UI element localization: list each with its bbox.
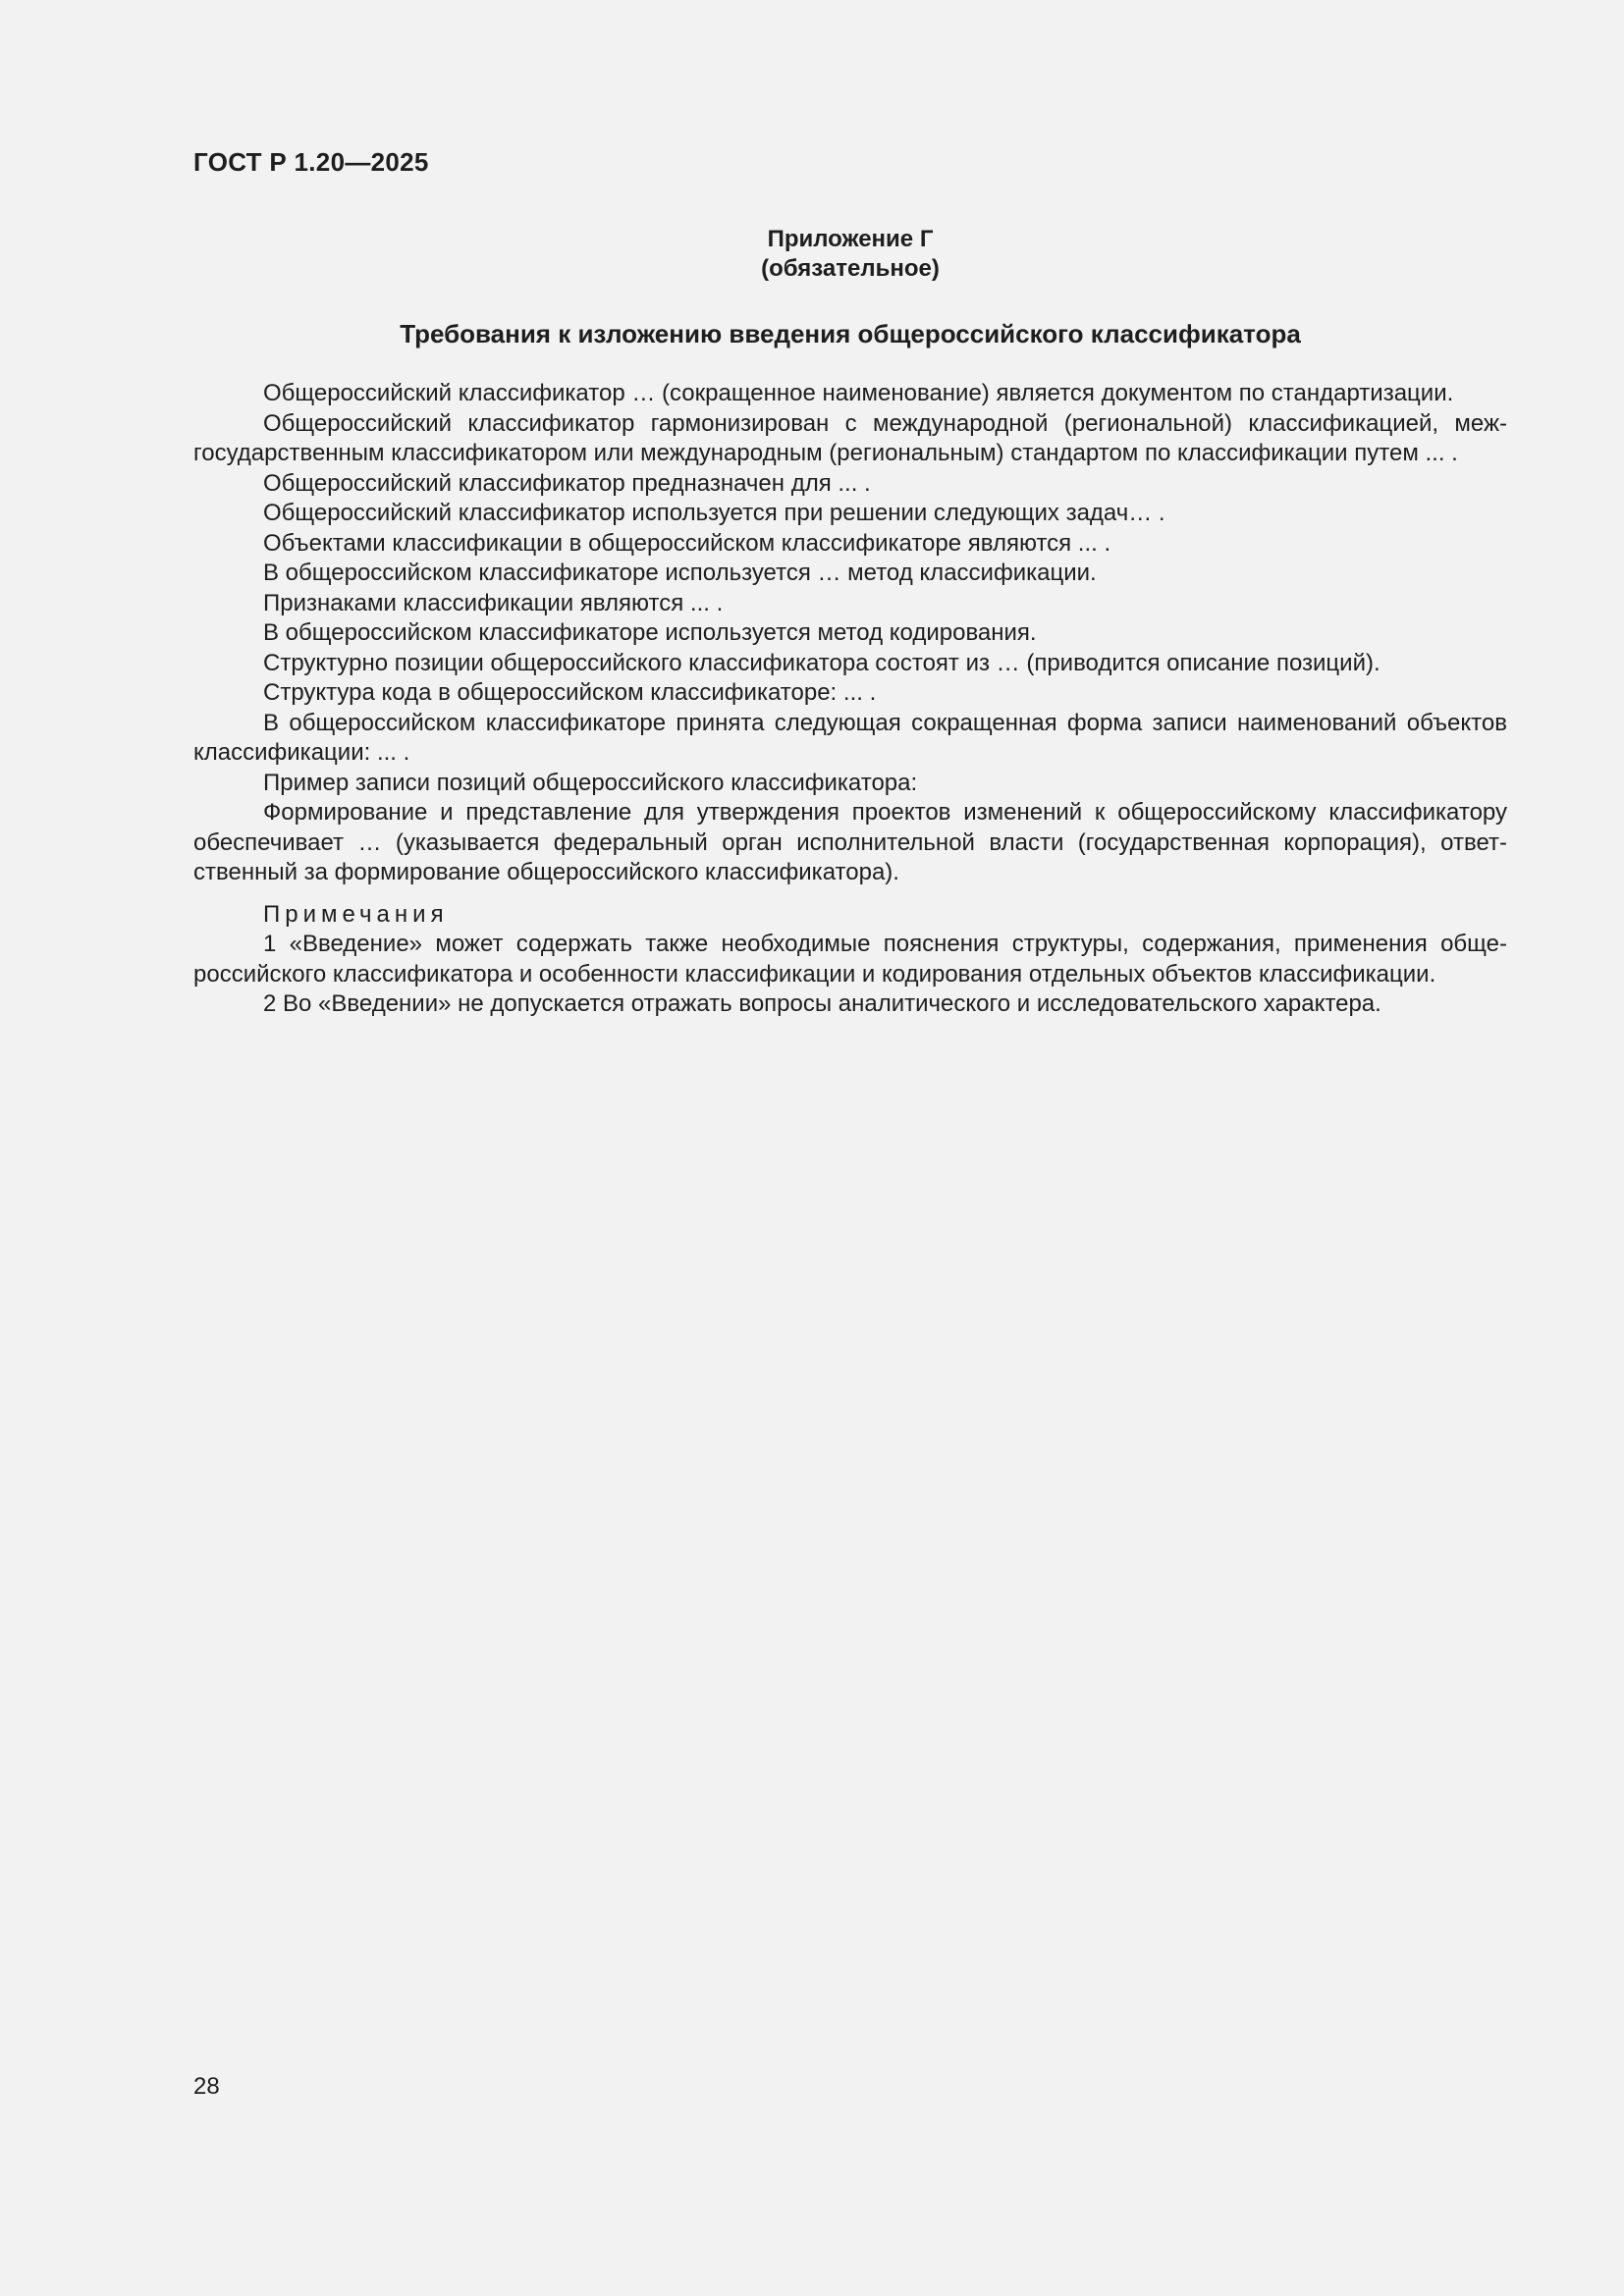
notes-label: Примечания <box>263 900 449 928</box>
paragraph: Пример записи позиций общероссийского классификатора: <box>263 769 918 796</box>
section-heading: Требования к изложению введения общероссийского классификатора <box>400 319 1301 348</box>
paragraph: Структурно позиции общероссийского классификатора состоят из … (приводится описание позиций). <box>263 649 1380 676</box>
body-text <box>193 379 1507 1020</box>
note-item: 2 Во «Введении» не допускается отражать вопросы аналитического и исследовательского характера. <box>263 990 1381 1017</box>
paragraph: В общероссийском классификаторе используется … метод классификации. <box>263 560 1097 586</box>
document-code: ГОСТ Р 1.20—2025 <box>193 147 429 177</box>
paragraph: В общероссийском классификаторе принята следующая сокращенная форма записи наименований объектов классификации: ... . <box>193 709 1507 766</box>
paragraph: Общероссийский классификатор гармонизирован с международной (региональной) классификацией, межгосударственным классификатором или международным (региональным) стандартом по классификации путем ... . <box>193 409 1507 466</box>
note-item: 1 «Введение» может содержать также необходимые пояснения структуры, содержания, применения общероссийского классификатора и особенности классификации и кодирования отдельных объектов классификации. <box>193 931 1507 988</box>
paragraph: Общероссийский классификатор используется при решении следующих задач… . <box>263 500 1165 526</box>
paragraph: В общероссийском классификаторе используется метод кодирования. <box>263 619 1037 646</box>
paragraph: Общероссийский классификатор предназначен для ... . <box>263 469 871 497</box>
appendix-title: Приложение Г <box>767 226 934 252</box>
paragraph: Признаками классификации являются ... . <box>263 589 724 616</box>
paragraph: Объектами классификации в общероссийском классификаторе являются ... . <box>263 529 1111 557</box>
paragraph: Общероссийский классификатор … (сокращенное наименование) является документом по стандартизации. <box>263 380 1454 406</box>
paragraph: Формирование и представление для утверждения проектов изменений к общероссийскому классификатору обеспечивает … (указывается федеральный орган исполнительной власти (государственная корпорация), ответственный за формирование общероссийского классификатора). <box>193 799 1507 885</box>
appendix-status: (обязательное) <box>761 255 940 282</box>
notes-block <box>193 900 1507 1020</box>
paragraph: Структура кода в общероссийском классификаторе: ... . <box>263 679 877 706</box>
page-number: 28 <box>193 2073 220 2100</box>
appendix-header <box>193 225 1507 284</box>
